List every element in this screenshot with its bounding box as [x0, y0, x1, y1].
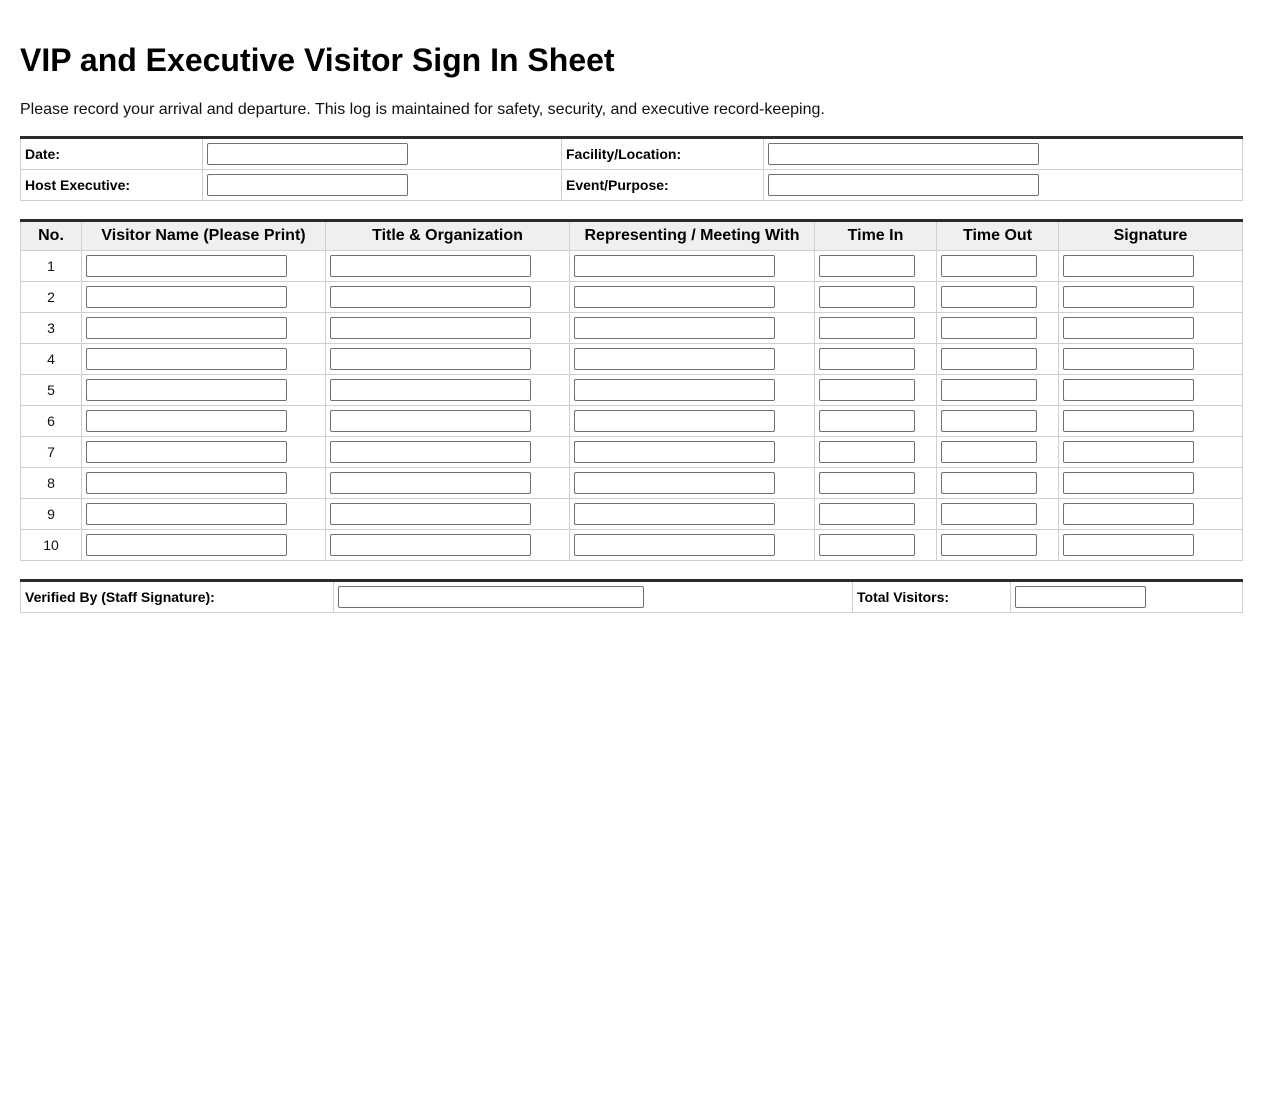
total-visitors-label: Total Visitors:: [853, 581, 1011, 613]
page-title: VIP and Executive Visitor Sign In Sheet: [20, 42, 615, 78]
header-time-out: Time Out: [937, 221, 1059, 251]
representing-input[interactable]: [574, 534, 775, 556]
row-number: 1: [21, 251, 82, 282]
header-signature: Signature: [1059, 221, 1243, 251]
visitor-name-input[interactable]: [86, 410, 287, 432]
time-out-input[interactable]: [941, 441, 1037, 463]
time-out-input[interactable]: [941, 255, 1037, 277]
time-in-input[interactable]: [819, 348, 915, 370]
row-number: 4: [21, 344, 82, 375]
intro-text: Please record your arrival and departure. This log is maintained for safety, security, and executive record-keeping.: [20, 101, 825, 118]
header-title-organization: Title & Organization: [326, 221, 570, 251]
row-number: 2: [21, 282, 82, 313]
visitor-name-input[interactable]: [86, 441, 287, 463]
visitor-log-table: [20, 219, 1243, 561]
signature-input[interactable]: [1063, 472, 1194, 494]
title-organization-input[interactable]: [330, 534, 531, 556]
time-in-input[interactable]: [819, 410, 915, 432]
date-cell: [203, 138, 562, 170]
row-number: 8: [21, 468, 82, 499]
host-cell: [203, 170, 562, 201]
meta-row-date: [21, 138, 1243, 170]
signature-input[interactable]: [1063, 348, 1194, 370]
log-header-row: [21, 221, 1243, 251]
staff-signature-field[interactable]: [338, 586, 644, 608]
signature-input[interactable]: [1063, 503, 1194, 525]
time-in-input[interactable]: [819, 286, 915, 308]
signature-input[interactable]: [1063, 410, 1194, 432]
time-in-input[interactable]: [819, 379, 915, 401]
time-in-input[interactable]: [819, 441, 915, 463]
signature-input[interactable]: [1063, 317, 1194, 339]
verification-table: [20, 579, 1243, 613]
header-no: No.: [21, 221, 82, 251]
header-time-in: Time In: [815, 221, 937, 251]
table-row: [21, 313, 1243, 344]
row-number: 3: [21, 313, 82, 344]
time-out-input[interactable]: [941, 503, 1037, 525]
time-in-input[interactable]: [819, 503, 915, 525]
table-row: [21, 282, 1243, 313]
visitor-name-input[interactable]: [86, 379, 287, 401]
representing-input[interactable]: [574, 317, 775, 339]
table-row: [21, 375, 1243, 406]
date-label: Date:: [21, 138, 203, 170]
representing-input[interactable]: [574, 348, 775, 370]
visitor-name-input[interactable]: [86, 534, 287, 556]
signature-input[interactable]: [1063, 255, 1194, 277]
representing-input[interactable]: [574, 441, 775, 463]
time-out-input[interactable]: [941, 472, 1037, 494]
title-organization-input[interactable]: [330, 348, 531, 370]
time-in-input[interactable]: [819, 472, 915, 494]
verified-by-label: Verified By (Staff Signature):: [21, 581, 334, 613]
signature-input[interactable]: [1063, 286, 1194, 308]
visitor-name-input[interactable]: [86, 317, 287, 339]
table-row: [21, 499, 1243, 530]
time-out-input[interactable]: [941, 379, 1037, 401]
header-representing: Representing / Meeting With: [570, 221, 815, 251]
visitor-name-input[interactable]: [86, 503, 287, 525]
facility-cell: [764, 138, 1243, 170]
representing-input[interactable]: [574, 286, 775, 308]
signature-input[interactable]: [1063, 534, 1194, 556]
representing-input[interactable]: [574, 410, 775, 432]
visitor-name-input[interactable]: [86, 286, 287, 308]
title-organization-input[interactable]: [330, 410, 531, 432]
title-organization-input[interactable]: [330, 317, 531, 339]
time-out-input[interactable]: [941, 317, 1037, 339]
title-organization-input[interactable]: [330, 379, 531, 401]
table-row: [21, 344, 1243, 375]
table-row: [21, 437, 1243, 468]
time-in-input[interactable]: [819, 534, 915, 556]
signature-input[interactable]: [1063, 441, 1194, 463]
verified-by-cell: [334, 581, 853, 613]
event-purpose-field[interactable]: [768, 174, 1039, 196]
table-row: [21, 406, 1243, 437]
row-number: 7: [21, 437, 82, 468]
representing-input[interactable]: [574, 255, 775, 277]
row-number: 6: [21, 406, 82, 437]
row-number: 10: [21, 530, 82, 561]
visitor-name-input[interactable]: [86, 348, 287, 370]
visitor-name-input[interactable]: [86, 472, 287, 494]
table-row: [21, 530, 1243, 561]
host-label: Host Executive:: [21, 170, 203, 201]
title-organization-input[interactable]: [330, 472, 531, 494]
meta-row-host: [21, 170, 1243, 201]
total-visitors-cell: [1011, 581, 1243, 613]
time-out-input[interactable]: [941, 410, 1037, 432]
visitor-name-input[interactable]: [86, 255, 287, 277]
verification-row: [21, 581, 1243, 613]
time-out-input[interactable]: [941, 286, 1037, 308]
time-out-input[interactable]: [941, 534, 1037, 556]
signature-input[interactable]: [1063, 379, 1194, 401]
event-cell: [764, 170, 1243, 201]
table-row: [21, 251, 1243, 282]
title-organization-input[interactable]: [330, 286, 531, 308]
time-in-input[interactable]: [819, 317, 915, 339]
table-row: [21, 468, 1243, 499]
representing-input[interactable]: [574, 503, 775, 525]
meta-table: [20, 136, 1243, 201]
header-visitor-name: Visitor Name (Please Print): [82, 221, 326, 251]
total-visitors-field[interactable]: [1015, 586, 1146, 608]
title-organization-input[interactable]: [330, 255, 531, 277]
title-organization-input[interactable]: [330, 503, 531, 525]
row-number: 9: [21, 499, 82, 530]
facility-field[interactable]: [768, 143, 1039, 165]
host-executive-field[interactable]: [207, 174, 408, 196]
row-number: 5: [21, 375, 82, 406]
date-field[interactable]: [207, 143, 408, 165]
facility-label: Facility/Location:: [562, 138, 764, 170]
time-in-input[interactable]: [819, 255, 915, 277]
event-label: Event/Purpose:: [562, 170, 764, 201]
time-out-input[interactable]: [941, 348, 1037, 370]
title-organization-input[interactable]: [330, 441, 531, 463]
representing-input[interactable]: [574, 472, 775, 494]
representing-input[interactable]: [574, 379, 775, 401]
